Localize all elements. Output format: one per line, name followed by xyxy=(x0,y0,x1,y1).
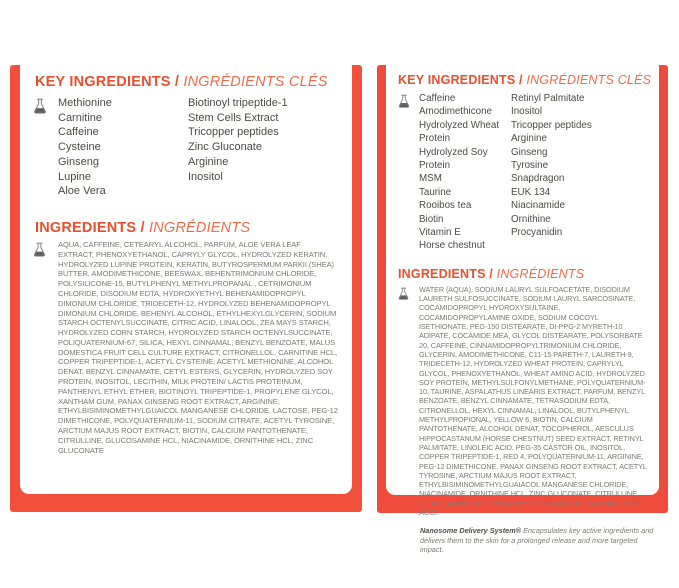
key-ingredients-header xyxy=(35,74,338,90)
key-ingredient-item: Niacinamide xyxy=(511,200,565,212)
ingredients-card-left xyxy=(20,65,352,494)
key-ingredient-item: Ornithine xyxy=(511,213,551,225)
key-ingredient-item: Carnitine xyxy=(58,111,103,124)
key-ingredient-item: Zinc Gluconate xyxy=(188,141,262,154)
key-ingredient-item: Rooibos tea xyxy=(419,200,472,212)
key-ingredients-header-fr: INGRÉDIENTS CLÉS xyxy=(526,73,652,87)
key-ingredient-item: Arginine xyxy=(511,133,547,145)
key-ingredient-item: Procyanidin xyxy=(511,227,563,239)
key-ingredients-column-2 xyxy=(188,96,348,199)
header-separator: / xyxy=(170,74,184,90)
ingredients-panel-right xyxy=(377,65,668,555)
ingredients-header xyxy=(398,267,647,281)
key-ingredients-header xyxy=(398,73,652,87)
key-ingredient-item: Aloe Vera xyxy=(58,185,106,198)
key-ingredient-item: Ginseng xyxy=(58,155,99,168)
key-ingredient-item: Caffeine xyxy=(419,93,456,104)
key-ingredient-item: Inositol xyxy=(511,106,543,118)
ingredients-panel-left xyxy=(10,65,362,512)
key-ingredients-column-1 xyxy=(58,96,188,199)
key-ingredient-item: Taurine xyxy=(419,186,452,198)
ingredients-card-right xyxy=(386,65,659,555)
key-ingredient-item: Methionine xyxy=(58,97,112,109)
ingredients-header-fr: INGRÉDIENTS xyxy=(496,266,585,281)
key-ingredients-section xyxy=(398,92,647,253)
key-ingredient-item: MSM xyxy=(419,173,442,185)
key-ingredient-item: Retinyl Palmitate xyxy=(511,93,585,104)
key-ingredient-item: Vitamin E xyxy=(419,227,461,239)
key-ingredient-item: Horse chestnut xyxy=(419,240,485,252)
key-ingredients-column-2 xyxy=(511,92,641,253)
key-ingredient-item: Hydrolyzed Soy Protein xyxy=(419,146,488,172)
flask-icon xyxy=(397,92,419,109)
full-ingredients-text: WATER (AQUA), SODIUM LAURYL SULFOACETATE, DISODIUM LAURETH SULFOSUCCINATE, SODIUM LAURYL SARCOSINATE, COCAMIDOPROPYL HYDROXYSULTAINE, COCAMIDOPROPYLAMINE OXIDE, SODIUM COCOYL ISETHIONATE, PEG-150 DISTEARATE, DI-PPG-2 MYRETH-10 ADIPATE, COCAMIDE MEA, GLYCOL DISTEARATE, POLYSORBATE 20, CAFFEINE, CINNAMIDOPROPYLTRIMONIUM CHLORIDE, GLYCERIN, AMODIMETHICONE, C11-15 PARETH-7, LAURETH-9, TRIDECETH-12, HYDROLYZED WHEAT PROTEIN, CAPRYLYL GLYCOL, PHENOXYETHANOL, WHEAT AMINO ACID, HYDROLYZED SOY PROTEIN, METHYLSULFONYLMETHANE, POLYQUATERNIUM-10, TAURINE, ASPALATHUS LINEARIS EXTRACT, PARFUM, BENZYL BENZOATE, BENZYL CINNAMATE, TETRASODIUM EDTA, CITRONELLOL, HEXYL CINNAMAL, LINALOOL, BUTYLPHENYL METHYLPROPIONAL, YELLOW 6, BIOTIN, CALCIUM PANTOTHENATE, ALCOHOL DENAT, TOCOPHEROL, AESCULUS HIPPOCASTANUM (HORSE CHESTNUT) SEED EXTRACT, RETINYL PALMITATE, LINOLEIC ACID, PEG-35 CASTOR OIL, INOSITOL, COPPER TRIPEPTIDE-1, RED 4, POLYQUATERNIUM-11, ARGININE, PEG-12 DIMETHICONE, PANAX GINSENG ROOT EXTRACT, ACETYL TYROSINE, ARCTIUM MAJUS ROOT EXTRACT, ETHYLBISIMINOMETHYLGUAIACOL MANGANESE CHLORIDE, NIACINAMIDE, ORNITHINE HCL, ZINC GLUCONATE, CITRULLINE, GLUCOSAMINE HCL, HYDROLYZED PROANTHOCYANIDIN, CITRIC ACID. xyxy=(419,284,647,517)
ingredients-header xyxy=(35,220,338,236)
key-ingredient-item: Hydrolyzed Wheat Protein xyxy=(419,119,500,145)
key-ingredient-item: Biotinoyl tripeptide-1 xyxy=(188,97,288,109)
key-ingredient-item: Tyrosine xyxy=(511,160,549,172)
flask-icon xyxy=(32,96,58,115)
key-ingredient-item: Tricopper peptides xyxy=(188,126,279,139)
nanosome-footnote xyxy=(420,526,655,555)
nanosome-footnote-title: Nanosome Delivery System® xyxy=(420,526,522,536)
full-ingredients-text: AQUA, CAFFEINE, CETEARYL ALCOHOL, PARFUM, ALOE VERA LEAF EXTRACT, PHENOXYETHANOL, CAPRYLY GLYCOL, HYDROLYZED KERATIN, HYDROLYZED LUPINE PROTEIN, KERATIN, BUTYROSPERMUM PARKII (SHEA) BUTTER, AMODIMETHICONE, BEESWAX, BEHENTRIMONIUM CHLORIDE, POLYSILICONE-15, BUTYLPHENYL METHYLPROPANAL , CETRIMONIUM CHLORIDE, DISODIUM EDTA, HYDROXYETHYL BEHENAMIDOPROPYL DIMONIUM CHLORIDE, TRIDECETH-12, HYDROLYZED BEHENAMIDOPROPYL DIMONIUM CHLORIDE, BEHENYL ALCOHOL, ETHYLHEXYLGLYCERIN, SODIUM STARCH OCTENYLSUCCINATE, CITRIC ACID, LINALOOL, ZEA MAYS STARCH, HYDROLYZED CORN STARCH, HYDROLYZED STARCH OCTENYLSUCCINATE, POLIQUATERNIUM-67, SILICA, HEXYL CINNAMAL, BENZYL BENZOATE, MALUS DOMESTICA FRUIT CELL CULTURE EXTRACT, CITRONELLOL, CARNITINE HCL, COPPER TRIPEPTIDE-1, ACETYL CYSTEINE, ACETYL METHIONINE, ALCOHOL DENAT, BENZYL CINNAMATE, CETYL ESTERS, GLYCERIN, HYDROLYZED SOY PROTEIN, INOSITOL, LECITHIN, MILK PROTEIN/ LACTIS PROTEINUM, PANTHENYL ETHYL ETHER, BIOTINOYL TRIPEPTIDE-1, PROPYLENE GLYCOL, XANTHAM GUM, PANAX GINSENG ROOT EXTRACT, ARGININE, ETHYLBISIMINOMETHYLGUAICOL MANGANESE CHLORIDE, LACTOSE, PEG-12 DIMETHICONE, POLYQUATERNIUM-11, SODIUM CITRATE, ACETYL TYROSINE, ARCTIUM MAJUS ROOT EXTRACT, BIOTIN, CALCIUM PANTOTHENATE, CITRULLINE, GLUCOSAMINE HCL, NIACINAMIDE, ORNITHINE HCL, ZINC GLUCONATE xyxy=(58,239,338,455)
flask-icon xyxy=(32,240,58,258)
key-ingredient-item: EUK 134 xyxy=(511,186,551,198)
key-ingredient-item: Tricopper peptides xyxy=(511,119,592,131)
key-ingredient-item: Lupine xyxy=(58,170,92,183)
key-ingredient-item: Ginseng xyxy=(511,146,548,158)
key-ingredient-item: Amodimethicone xyxy=(419,106,492,118)
key-ingredient-item: Biotin xyxy=(419,213,444,225)
flask-icon xyxy=(397,285,419,301)
key-ingredients-header-en: KEY INGREDIENTS xyxy=(398,73,516,87)
key-ingredients-section xyxy=(35,96,338,199)
ingredients-header-en: INGREDIENTS xyxy=(398,266,486,281)
key-ingredient-item: Inositol xyxy=(188,170,223,183)
key-ingredient-item: Cysteine xyxy=(58,141,101,154)
key-ingredients-header-fr: INGRÉDIENTS CLÉS xyxy=(183,74,328,90)
header-separator: / xyxy=(136,219,149,236)
ingredients-header-en: INGREDIENTS xyxy=(35,219,137,236)
key-ingredient-item: Snapdragon xyxy=(511,173,565,185)
full-ingredients-section xyxy=(35,240,338,456)
key-ingredients-column-1 xyxy=(419,92,511,253)
key-ingredient-item: Caffeine xyxy=(58,126,99,139)
header-separator: / xyxy=(485,266,497,281)
key-ingredients-columns xyxy=(419,92,641,253)
ingredients-header-fr: INGRÉDIENTS xyxy=(148,219,251,236)
header-separator: / xyxy=(515,73,527,87)
key-ingredients-header-en: KEY INGREDIENTS xyxy=(35,74,171,90)
full-ingredients-section xyxy=(398,285,647,517)
key-ingredient-item: Stem Cells Extract xyxy=(188,111,279,124)
nanosome-footnote-text: Encapsulates key active ingredients and delivers them to the skin for a prolonged release and more targeted impact. xyxy=(420,526,654,555)
key-ingredients-columns xyxy=(58,96,348,199)
key-ingredient-item: Arginine xyxy=(188,155,229,168)
